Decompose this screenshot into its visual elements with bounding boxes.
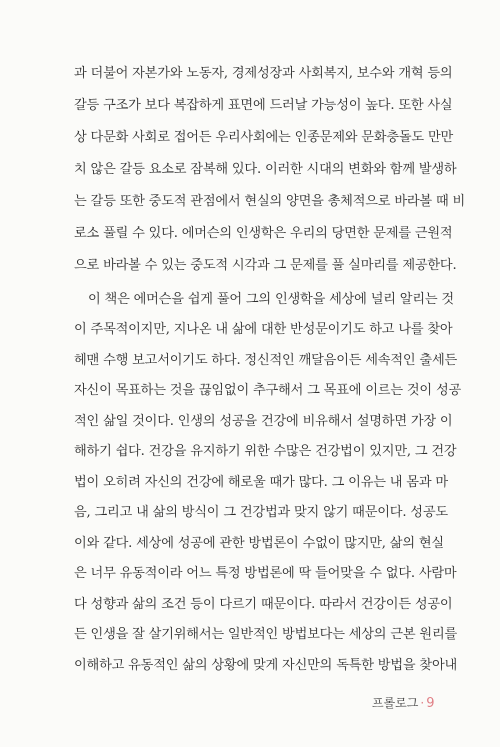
text-line: 이해하고 유동적인 삶의 상황에 맞게 자신만의 독특한 방법을 찾아내 — [74, 658, 458, 673]
text-line: 갈등 구조가 보다 복잡하게 표면에 드러날 가능성이 높다. 또한 사실 — [74, 98, 453, 113]
text-line: 이와 같다. 세상에 성공에 관한 방법론이 수없이 많지만, 삶의 현실 — [74, 536, 444, 551]
page-number: 9 — [426, 696, 435, 711]
text-line: 이 책은 에머슨을 쉽게 풀어 그의 인생학을 세상에 널리 알리는 것 — [88, 292, 454, 307]
page-footer — [372, 694, 434, 711]
text-line: 이 주목적이지만, 지나온 내 삶에 대한 반성문이기도 하고 나를 찾아 — [74, 322, 453, 337]
text-line: 해하기 쉽다. 건강을 유지하기 위한 수많은 건강법이 있지만, 그 건강 — [74, 444, 457, 459]
text-line: 든 인생을 잘 살기위해서는 일반적인 방법보다는 세상의 근본 원리를 — [74, 627, 458, 642]
text-line: 적인 삶일 것이다. 인생의 성공을 건강에 비유해서 설명하면 가장 이 — [74, 414, 453, 429]
text-line: 음, 그리고 내 삶의 방식이 그 건강법과 맞지 않기 때문이다. 성공도 — [74, 505, 448, 520]
text-line: 헤맨 수행 보고서이기도 하다. 정신적인 깨달음이든 세속적인 출세든 — [74, 353, 458, 368]
text-line: 는 갈등 또한 중도적 관점에서 현실의 양면을 총체적으로 바라볼 때 비 — [74, 194, 466, 209]
text-line: 로소 풀릴 수 있다. 에머슨의 인생학은 우리의 당면한 문제를 근원적 — [74, 226, 453, 241]
text-line: 치 않은 갈등 요소로 잠복해 있다. 이러한 시대의 변화와 함께 발생하 — [74, 162, 457, 177]
text-line: 다 성향과 삶의 조건 등이 다르기 때문이다. 따라서 건강이든 성공이 — [74, 597, 453, 612]
text-line: 으로 바라볼 수 있는 중도적 시각과 그 문제를 풀 실마리를 제공한다. — [74, 258, 457, 273]
section-title: 프롤로그 — [372, 696, 419, 710]
text-line: 법이 오히려 자신의 건강에 해로울 때가 많다. 그 이유는 내 몸과 마 — [74, 475, 448, 490]
text-line: 과 더불어 자본가와 노동자, 경제성장과 사회복지, 보수와 개혁 등의 — [74, 66, 453, 81]
text-line: 자신이 목표하는 것을 끊임없이 추구해서 그 목표에 이르는 것이 성공 — [74, 383, 462, 398]
text-line: 상 다문화 사회로 접어든 우리사회에는 인종문제와 문화충돌도 만만 — [74, 130, 454, 145]
footer-separator: · — [420, 696, 425, 710]
text-line: 은 너무 유동적이라 어느 특정 방법론에 딱 들어맞을 수 없다. 사람마 — [74, 566, 457, 581]
